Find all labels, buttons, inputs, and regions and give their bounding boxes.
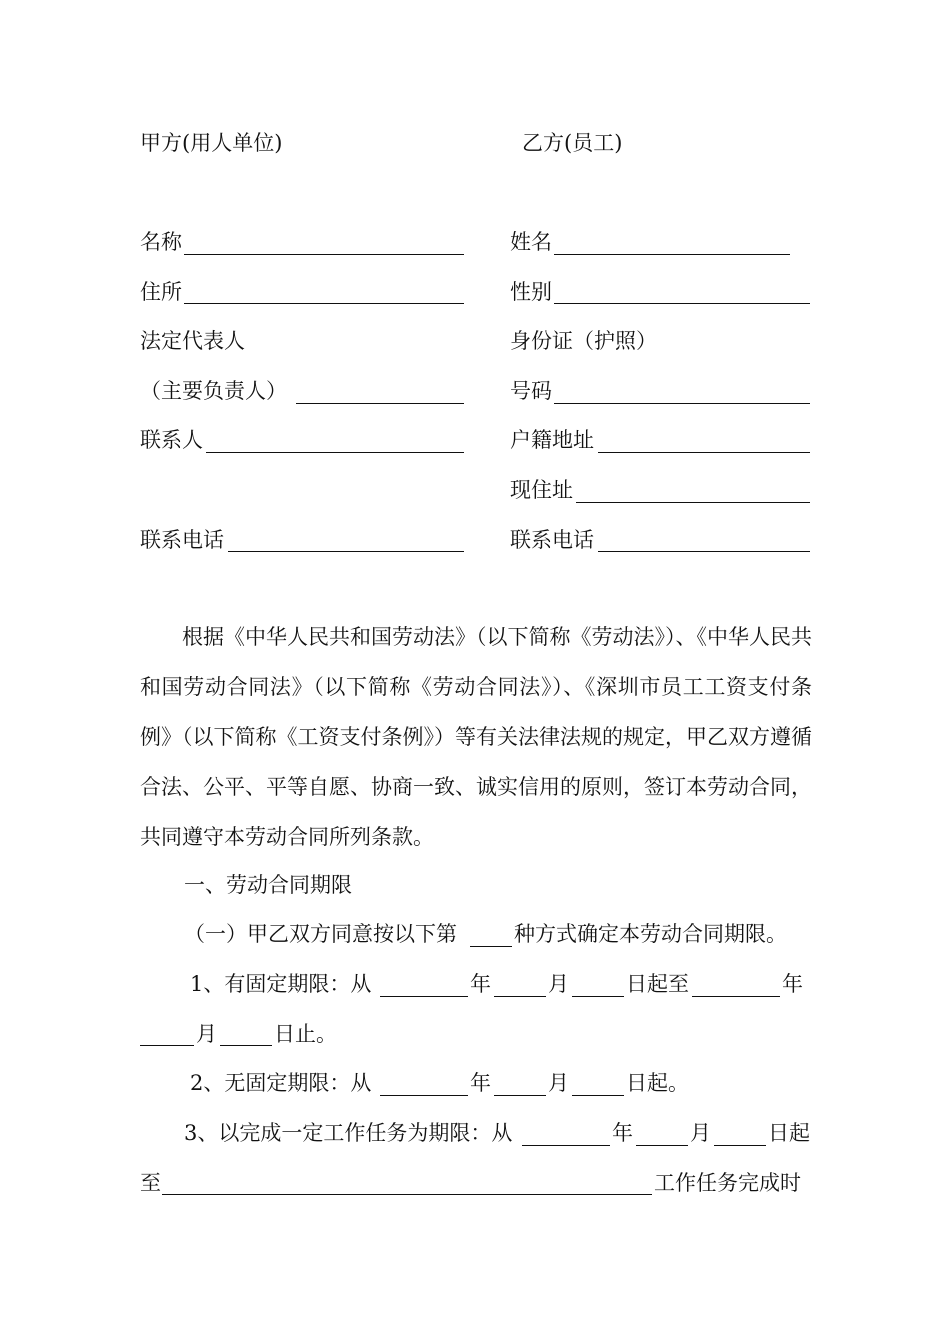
- open-start-month-field[interactable]: [494, 1095, 546, 1096]
- party-a-legal-rep-label: 法定代表人: [140, 329, 245, 353]
- task-start-year-field[interactable]: [522, 1145, 610, 1146]
- fixed-end-month-label: 月: [196, 1022, 217, 1046]
- task-description-field[interactable]: [162, 1194, 652, 1195]
- task-start-month-field[interactable]: [636, 1145, 688, 1146]
- party-b-household-field[interactable]: [598, 452, 810, 453]
- party-a-legal-rep-field[interactable]: [296, 403, 464, 404]
- party-b-name-label: 姓名: [510, 230, 552, 254]
- task-end-label: 工作任务完成时: [654, 1171, 801, 1195]
- open-term-label: 2、无固定期限：从: [190, 1071, 372, 1095]
- intro-paragraph: 根据《中华人民共和国劳动法》（以下简称《劳动法》）、《中华人民共和国劳动合同法》（以下简称《劳动合同法》）、《深圳市员工工资支付条例》（以下简称《工资支付条例》）等有关法律法规的规定，甲乙双方遵循合法、公平、平等自愿、协商一致、诚实信用的原则，签订本劳动合同，共同遵守本劳动合同所列条款。: [140, 625, 812, 849]
- party-b-gender-label: 性别: [510, 280, 552, 304]
- open-start-year-label: 年: [470, 1071, 491, 1095]
- party-b-heading: 乙方(员工): [522, 131, 623, 155]
- party-b-id-number-field[interactable]: [554, 403, 810, 404]
- section-1-sub1-text-b: 种方式确定本劳动合同期限。: [514, 922, 787, 946]
- party-b-name-field[interactable]: [554, 254, 790, 255]
- party-b-phone-field[interactable]: [598, 551, 810, 552]
- fixed-end-day-field[interactable]: [220, 1045, 272, 1046]
- open-start-day-field[interactable]: [572, 1095, 624, 1096]
- party-b-phone-label: 联系电话: [510, 528, 594, 552]
- fixed-end-month-field[interactable]: [140, 1045, 194, 1046]
- party-a-address-label: 住所: [140, 280, 182, 304]
- fixed-start-month-field[interactable]: [494, 996, 546, 997]
- party-a-address-field[interactable]: [184, 303, 464, 304]
- contract-method-blank[interactable]: [470, 946, 512, 947]
- party-b-household-label: 户籍地址: [510, 428, 594, 452]
- task-start-month-label: 月: [690, 1121, 711, 1145]
- task-to-label: 至: [140, 1171, 161, 1195]
- party-a-legal-rep-sub-label: （主要负责人）: [140, 379, 287, 403]
- fixed-start-day-label: 日起至: [626, 972, 689, 996]
- task-term-label: 3、以完成一定工作任务为期限：从: [184, 1121, 513, 1145]
- party-b-id-number-label: 号码: [510, 379, 552, 403]
- party-a-contact-label: 联系人: [140, 428, 203, 452]
- party-a-phone-label: 联系电话: [140, 528, 224, 552]
- open-start-day-label: 日起。: [626, 1071, 689, 1095]
- party-b-id-card-label: 身份证（护照）: [510, 329, 657, 353]
- task-start-day-label: 日起: [768, 1121, 810, 1145]
- fixed-term-label: 1、有固定期限：从: [190, 972, 372, 996]
- fixed-end-year-label: 年: [782, 972, 803, 996]
- open-start-month-label: 月: [548, 1071, 569, 1095]
- party-b-current-address-field[interactable]: [576, 502, 810, 503]
- open-start-year-field[interactable]: [380, 1095, 468, 1096]
- fixed-end-year-field[interactable]: [692, 996, 780, 997]
- party-b-current-address-label: 现住址: [510, 478, 573, 502]
- task-start-day-field[interactable]: [714, 1145, 766, 1146]
- fixed-start-month-label: 月: [548, 972, 569, 996]
- party-a-name-label: 名称: [140, 230, 182, 254]
- fixed-start-year-field[interactable]: [380, 996, 468, 997]
- task-start-year-label: 年: [612, 1121, 633, 1145]
- fixed-end-day-label: 日止。: [274, 1022, 337, 1046]
- section-1-heading: 一、劳动合同期限: [184, 873, 352, 897]
- party-a-name-field[interactable]: [184, 254, 464, 255]
- section-1-sub1-text-a: （一）甲乙双方同意按以下第: [184, 922, 457, 946]
- fixed-start-day-field[interactable]: [572, 996, 624, 997]
- party-a-heading: 甲方(用人单位): [140, 131, 283, 155]
- party-a-contact-field[interactable]: [206, 452, 464, 453]
- party-a-phone-field[interactable]: [228, 551, 464, 552]
- fixed-start-year-label: 年: [470, 972, 491, 996]
- party-b-gender-field[interactable]: [554, 303, 810, 304]
